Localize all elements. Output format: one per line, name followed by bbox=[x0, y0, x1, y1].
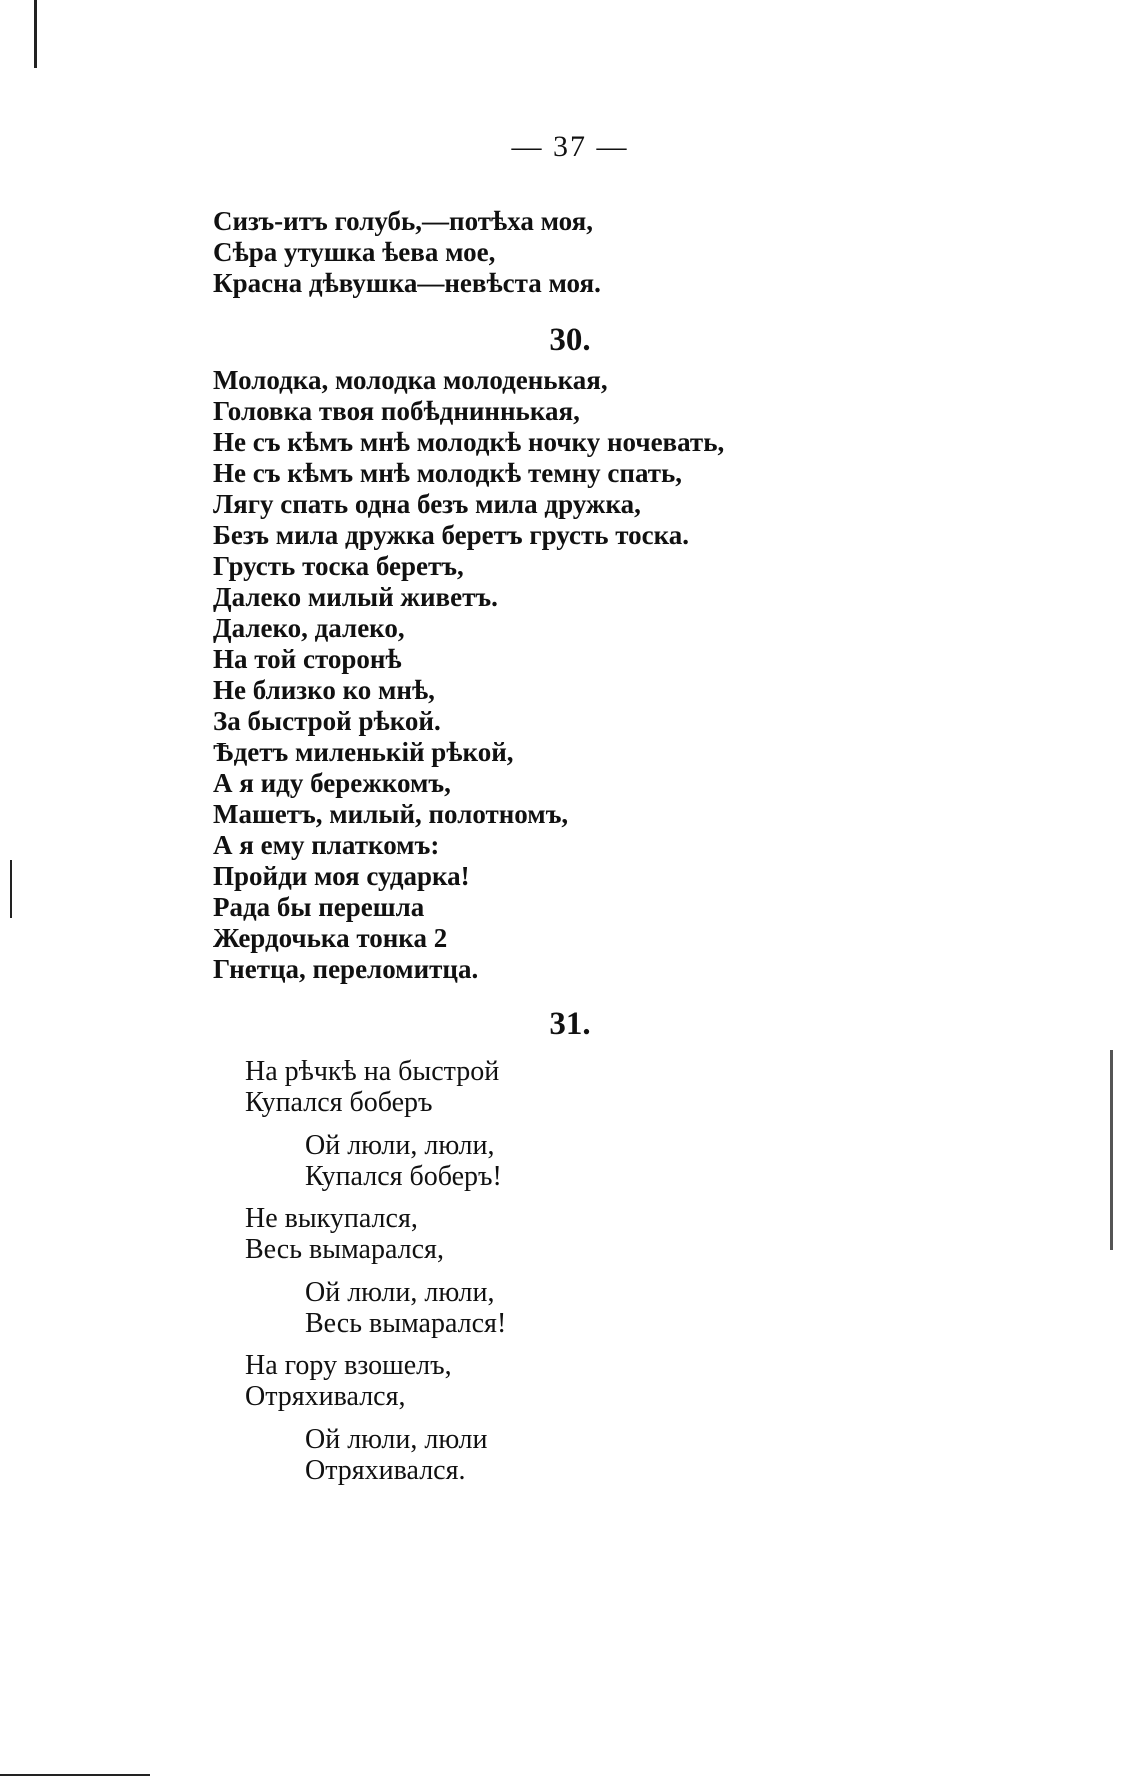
verse-line: Не выкупался, bbox=[245, 1203, 418, 1234]
song-31-refrain-3 bbox=[305, 1424, 488, 1486]
verse-line: Сизъ-итъ голубь,—потѣха моя, bbox=[213, 206, 593, 236]
verse-line: Весь вымарался, bbox=[245, 1234, 444, 1265]
intro-verse bbox=[213, 206, 601, 299]
scan-edge-mark-right bbox=[1110, 1050, 1113, 1250]
verse-line: Безъ мила дружка беретъ грусть тоска. bbox=[213, 520, 690, 550]
refrain-line: Ой люли, люли, bbox=[305, 1277, 495, 1308]
refrain-line: Купался боберъ! bbox=[305, 1161, 502, 1192]
song-31-refrain-1 bbox=[305, 1130, 502, 1192]
scan-edge-mark-bottom bbox=[0, 1774, 150, 1776]
verse-line: А я иду бережкомъ, bbox=[213, 768, 451, 798]
page-number: — 37 — bbox=[511, 130, 629, 163]
verse-line: Машетъ, милый, полотномъ, bbox=[213, 799, 569, 829]
verse-line: Жердочька тонка 2 bbox=[213, 923, 448, 953]
verse-line: На той сторонѣ bbox=[213, 644, 402, 674]
song-31-stanza-3 bbox=[245, 1350, 452, 1412]
song-30-text bbox=[213, 365, 724, 985]
scan-edge-mark-left bbox=[34, 0, 37, 68]
verse-line: На рѣчкѣ на быстрой bbox=[245, 1056, 500, 1087]
verse-line: Гнетца, переломитца. bbox=[213, 954, 479, 984]
refrain-line: Отряхивался. bbox=[305, 1455, 466, 1486]
verse-line: Сѣра утушка ѣева мое, bbox=[213, 237, 496, 267]
verse-line: Грусть тоска беретъ, bbox=[213, 551, 464, 581]
verse-line: Молодка, молодка молоденькая, bbox=[213, 365, 608, 395]
scan-edge-mark-left-lower bbox=[10, 860, 12, 918]
verse-line: Красна дѣвушка—невѣста моя. bbox=[213, 268, 601, 298]
verse-line: А я ему платкомъ: bbox=[213, 830, 440, 860]
song-31-refrain-2 bbox=[305, 1277, 506, 1339]
verse-line: Не съ кѣмъ мнѣ молодкѣ темну спать, bbox=[213, 458, 683, 488]
song-number-31: 31. bbox=[549, 1006, 591, 1042]
refrain-line: Ой люли, люли, bbox=[305, 1130, 495, 1161]
refrain-line: Весь вымарался! bbox=[305, 1308, 507, 1339]
verse-line: Головка твоя побѣдниннькая, bbox=[213, 396, 580, 426]
verse-line: За быстрой рѣкой. bbox=[213, 706, 441, 736]
song-31-stanza-1 bbox=[245, 1056, 499, 1118]
verse-line: На гору взошелъ, bbox=[245, 1350, 452, 1381]
verse-line: Купался боберъ bbox=[245, 1087, 433, 1118]
verse-line: Не близко ко мнѣ, bbox=[213, 675, 435, 705]
verse-line: Ѣдетъ миленькій рѣкой, bbox=[213, 737, 514, 767]
verse-line: Пройди моя сударка! bbox=[213, 861, 470, 891]
verse-line: Отряхивался, bbox=[245, 1381, 406, 1412]
song-number-30: 30. bbox=[549, 322, 591, 358]
verse-line: Не съ кѣмъ мнѣ молодкѣ ночку ночевать, bbox=[213, 427, 725, 457]
song-31-stanza-2 bbox=[245, 1203, 444, 1265]
verse-line: Рада бы перешла bbox=[213, 892, 425, 922]
verse-line: Лягу спать одна безъ мила дружка, bbox=[213, 489, 641, 519]
refrain-line: Ой люли, люли bbox=[305, 1424, 488, 1455]
verse-line: Далеко, далеко, bbox=[213, 613, 405, 643]
verse-line: Далеко милый живетъ. bbox=[213, 582, 498, 612]
